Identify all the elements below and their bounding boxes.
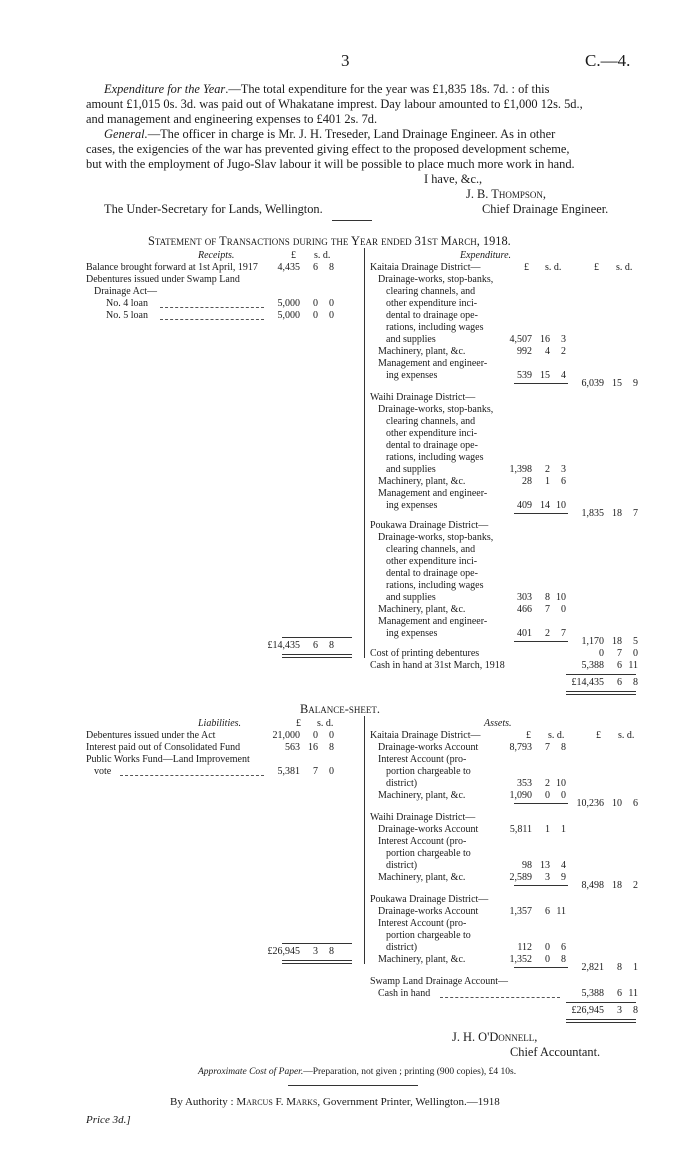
exp-waihi-works-amount: 1,398 2 3 (509, 464, 566, 475)
exp-kaitaia-management-2: ing expenses (386, 370, 438, 381)
receipt-loan4-label: No. 4 loan (106, 298, 148, 309)
liab-debentures-amount: 21,000 0 0 (272, 730, 334, 741)
leader-dots (440, 997, 560, 998)
exp-poukawa-total: 1,170 18 5 (581, 636, 638, 647)
asset-kaitaia-int-1: Interest Account (pro- (378, 754, 467, 765)
exp-waihi-works-5: rations, including wages (386, 452, 484, 463)
receipts-total: £14,435 6 8 (267, 640, 334, 651)
asset-swamp-cash-label: Cash in hand (378, 988, 431, 999)
leader-dots (120, 775, 264, 776)
asset-kaitaia-mach-label: Machinery, plant, &c. (378, 790, 466, 801)
assets-total-rule (566, 1002, 636, 1003)
asset-poukawa-int-amount: 112 0 6 (517, 942, 566, 953)
assets-total-double-rule (566, 1019, 636, 1023)
exp-kaitaia-management-1: Management and engineer- (378, 358, 488, 369)
exp-poukawa-works-1: Drainage-works, stop-banks, (378, 532, 494, 543)
asset-waihi-int-amount: 98 13 4 (522, 860, 566, 871)
exp-poukawa-subtotal-rule (514, 641, 568, 642)
expenditure-paragraph-line3: and management and engineering expenses to £401 2s. 7d. (86, 112, 378, 126)
assets-pound-head-2: £ (596, 730, 601, 741)
asset-poukawa-heading: Poukawa Drainage District— (370, 894, 489, 905)
paper-cost-note: Approximate Cost of Paper.—Preparation, not given ; printing (900 copies), £4 10s. (198, 1067, 517, 1077)
exp-poukawa-works-4: dental to drainage ope- (386, 568, 478, 579)
exp-waihi-works-4: dental to drainage ope- (386, 440, 478, 451)
receipt-balance-amount: 4,435 6 8 (277, 262, 334, 273)
balance-column-divider (364, 716, 365, 964)
receipt-debentures-line2: Drainage Act— (94, 286, 158, 297)
asset-kaitaia-dw-amount: 8,793 7 8 (509, 742, 566, 753)
exp-waihi-works-6: and supplies (386, 464, 436, 475)
liabilities-heading: Liabilities. (198, 718, 242, 729)
exp-kaitaia-works-4: dental to drainage ope- (386, 310, 478, 321)
exp-poukawa-works-2: clearing channels, and (386, 544, 476, 555)
exp-total: £14,435 6 8 (571, 677, 638, 688)
exp-waihi-total: 1,835 18 7 (581, 508, 638, 519)
assets-sd-head-2: s. d. (618, 730, 635, 741)
exp-waihi-works-1: Drainage-works, stop-banks, (378, 404, 494, 415)
general-paragraph-line2: cases, the exigencies of the war has prevented giving effect to the proposed development scheme, (86, 142, 570, 156)
expenditure-paragraph-line2: amount £1,015 0s. 3d. was paid out of Whakatane imprest. Day labour amounted to £1,000 12s. 5d., (86, 97, 583, 111)
exp-kaitaia-management-amount: 539 15 4 (517, 370, 566, 381)
signatory-title: Chief Drainage Engineer. (482, 202, 609, 216)
asset-waihi-mach-amount: 2,589 3 9 (509, 872, 566, 883)
liab-pwf-line2: vote (94, 766, 112, 777)
asset-poukawa-int-1: Interest Account (pro- (378, 918, 467, 929)
expenditure-heading: Expenditure. (460, 250, 512, 261)
section-divider (332, 220, 372, 221)
asset-poukawa-int-2: portion chargeable to (386, 930, 471, 941)
liab-sd-head: s. d. (317, 718, 334, 729)
exp-waihi-works-2: clearing channels, and (386, 416, 476, 427)
exp-cash-label: Cash in hand at 31st March, 1918 (370, 660, 505, 671)
asset-waihi-int-2: portion chargeable to (386, 848, 471, 859)
asset-waihi-heading: Waihi Drainage District— (370, 812, 476, 823)
asset-waihi-subtotal-rule (514, 885, 568, 886)
receipts-pound-head: £ (291, 250, 296, 261)
asset-kaitaia-mach-amount: 1,090 0 0 (509, 790, 566, 801)
assets-heading: Assets. (484, 718, 512, 729)
exp-cash-amount: 5,388 6 11 (581, 660, 638, 671)
authority-line: By Authority : Marcus F. Marks, Government Printer, Wellington.—1918 (170, 1096, 500, 1108)
exp-waihi-machinery-amount: 28 1 6 (522, 476, 566, 487)
liab-total-rule (282, 943, 352, 944)
price: Price 3d.] (86, 1114, 131, 1126)
asset-poukawa-mach-label: Machinery, plant, &c. (378, 954, 466, 965)
exp-kaitaia-works-3: other expenditure inci- (386, 298, 478, 309)
liab-pound-head: £ (296, 718, 301, 729)
leader-dots (160, 319, 264, 320)
asset-kaitaia-int-3: district) (386, 778, 418, 789)
balance-sheet-title: Balance-sheet. (300, 702, 380, 716)
asset-kaitaia-subtotal-rule (514, 803, 568, 804)
receipts-total-double-rule (282, 654, 352, 658)
asset-waihi-int-3: district) (386, 860, 418, 871)
exp-printing-label: Cost of printing debentures (370, 648, 480, 659)
exp-kaitaia-works-1: Drainage-works, stop-banks, (378, 274, 494, 285)
asset-kaitaia-int-2: portion chargeable to (386, 766, 471, 777)
exp-waihi-management-2: ing expenses (386, 500, 438, 511)
exp-waihi-works-3: other expenditure inci- (386, 428, 478, 439)
general-paragraph-line1: General.—The officer in charge is Mr. J. H. Treseder, Land Drainage Engineer. As in other (104, 127, 556, 141)
exp-poukawa-machinery: Machinery, plant, &c. (378, 604, 466, 615)
exp-waihi-heading: Waihi Drainage District— (370, 392, 476, 403)
exp-kaitaia-works-6: and supplies (386, 334, 436, 345)
exp-waihi-management-1: Management and engineer- (378, 488, 488, 499)
statement-column-divider (364, 248, 365, 658)
asset-poukawa-mach-amount: 1,352 0 8 (509, 954, 566, 965)
liab-interest-label: Interest paid out of Consolidated Fund (86, 742, 241, 753)
exp-poukawa-management-1: Management and engineer- (378, 616, 488, 627)
asset-waihi-total: 8,498 18 2 (581, 880, 638, 891)
asset-swamp-cash-amount: 5,388 6 11 (581, 988, 638, 999)
exp-poukawa-management-amount: 401 2 7 (517, 628, 566, 639)
page-number: 3 (341, 51, 350, 70)
asset-kaitaia-int-amount: 353 2 10 (517, 778, 566, 789)
receipt-loan5-amount: 5,000 0 0 (277, 310, 334, 321)
receipts-heading: Receipts. (198, 250, 235, 261)
exp-waihi-subtotal-rule (514, 513, 568, 514)
exp-total-double-rule (566, 691, 636, 695)
accountant-name: J. H. O'Donnell, (452, 1030, 538, 1044)
exp-waihi-management-amount: 409 14 10 (517, 500, 566, 511)
leader-dots (160, 307, 264, 308)
receipts-sd-head: s. d. (314, 250, 331, 261)
liab-pwf-line1: Public Works Fund—Land Improvement (86, 754, 250, 765)
exp-sd-head-1: s. d. (545, 262, 562, 273)
assets-total: £26,945 3 8 (571, 1005, 638, 1016)
asset-poukawa-total: 2,821 8 1 (581, 962, 638, 973)
receipts-total-rule (282, 637, 352, 638)
general-paragraph-line3: but with the employment of Jugo-Slav labour it will be possible to place much more work in hand. (86, 157, 575, 171)
addressee: The Under-Secretary for Lands, Wellington. (104, 202, 323, 216)
assets-sd-head-1: s. d. (548, 730, 565, 741)
expenditure-paragraph-line1: Expenditure for the Year.—The total expenditure for the year was £1,835 18s. 7d. : of this (104, 82, 550, 96)
exp-pound-head-2: £ (594, 262, 599, 273)
exp-kaitaia-subtotal-rule (514, 383, 568, 384)
assets-pound-head-1: £ (526, 730, 531, 741)
asset-kaitaia-dw-label: Drainage-works Account (378, 742, 479, 753)
exp-waihi-machinery: Machinery, plant, &c. (378, 476, 466, 487)
document-reference: C.—4. (585, 51, 631, 70)
asset-waihi-int-1: Interest Account (pro- (378, 836, 467, 847)
exp-poukawa-machinery-amount: 466 7 0 (517, 604, 566, 615)
signatory-name: J. B. Thompson, (466, 187, 546, 201)
exp-printing-amount: 0 7 0 (599, 648, 638, 659)
asset-poukawa-dw-amount: 1,357 6 11 (509, 906, 566, 917)
exp-kaitaia-works-5: rations, including wages (386, 322, 484, 333)
receipt-debentures-line1: Debentures issued under Swamp Land (86, 274, 240, 285)
exp-poukawa-works-3: other expenditure inci- (386, 556, 478, 567)
statement-title: Statement of Transactions during the Year ended 31st March, 1918. (148, 234, 511, 248)
exp-poukawa-heading: Poukawa Drainage District— (370, 520, 489, 531)
exp-total-rule (566, 674, 636, 675)
exp-kaitaia-machinery-amount: 992 4 2 (517, 346, 566, 357)
asset-poukawa-int-3: district) (386, 942, 418, 953)
asset-poukawa-subtotal-rule (514, 967, 568, 968)
footer-divider (288, 1085, 418, 1086)
exp-kaitaia-heading: Kaitaia Drainage District— (370, 262, 481, 273)
exp-poukawa-works-amount: 303 8 10 (517, 592, 566, 603)
asset-kaitaia-heading: Kaitaia Drainage District— (370, 730, 481, 741)
exp-poukawa-management-2: ing expenses (386, 628, 438, 639)
exp-pound-head-1: £ (524, 262, 529, 273)
liab-interest-amount: 563 16 8 (285, 742, 334, 753)
receipt-loan5-label: No. 5 loan (106, 310, 148, 321)
exp-kaitaia-total: 6,039 15 9 (581, 378, 638, 389)
exp-kaitaia-machinery: Machinery, plant, &c. (378, 346, 466, 357)
exp-poukawa-works-5: rations, including wages (386, 580, 484, 591)
liab-total: £26,945 3 8 (267, 946, 334, 957)
asset-swamp-heading: Swamp Land Drainage Account— (370, 976, 509, 987)
liab-total-double-rule (282, 960, 352, 964)
exp-kaitaia-works-amount: 4,507 16 3 (509, 334, 566, 345)
receipt-loan4-amount: 5,000 0 0 (277, 298, 334, 309)
asset-waihi-dw-amount: 5,811 1 1 (509, 824, 566, 835)
exp-kaitaia-works-2: clearing channels, and (386, 286, 476, 297)
closing-salutation: I have, &c., (424, 172, 483, 186)
asset-waihi-mach-label: Machinery, plant, &c. (378, 872, 466, 883)
asset-kaitaia-total: 10,236 10 6 (576, 798, 638, 809)
liab-debentures-label: Debentures issued under the Act (86, 730, 216, 741)
asset-poukawa-dw-label: Drainage-works Account (378, 906, 479, 917)
asset-waihi-dw-label: Drainage-works Account (378, 824, 479, 835)
exp-sd-head-2: s. d. (616, 262, 633, 273)
receipt-balance-label: Balance brought forward at 1st April, 1917 (86, 262, 258, 273)
liab-pwf-amount: 5,381 7 0 (277, 766, 334, 777)
accountant-title: Chief Accountant. (510, 1045, 601, 1059)
exp-poukawa-works-6: and supplies (386, 592, 436, 603)
